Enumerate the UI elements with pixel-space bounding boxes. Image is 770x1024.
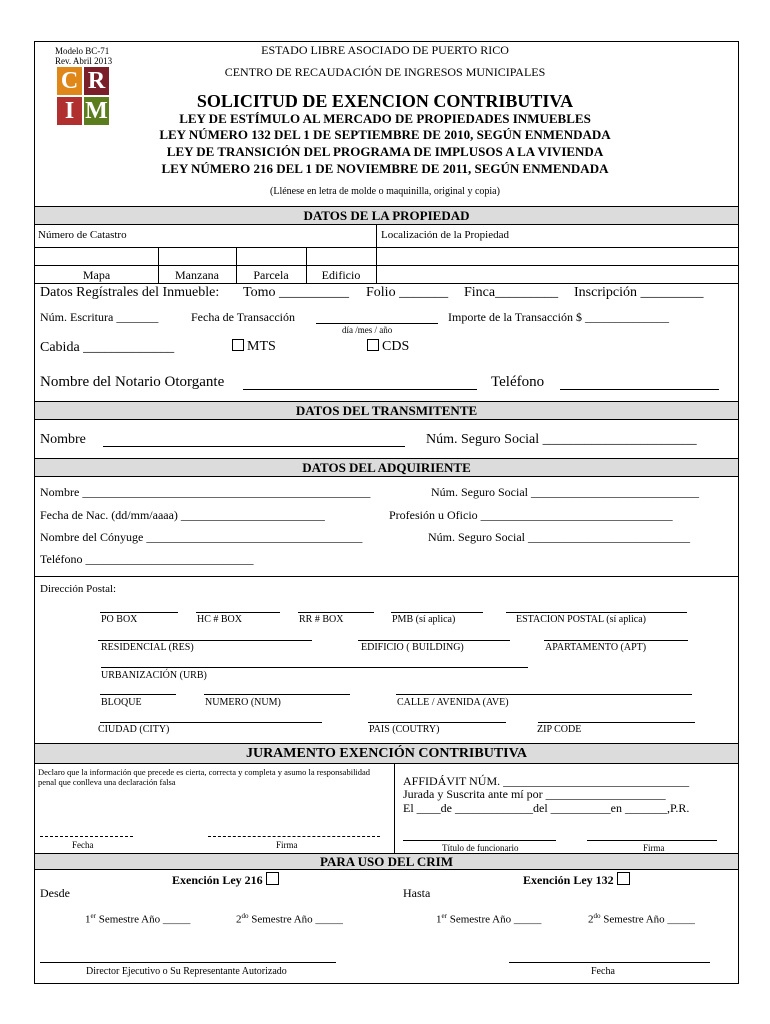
pais-field[interactable] xyxy=(368,722,506,723)
checkbox-icon[interactable] xyxy=(266,872,279,885)
hc-box-label: HC # BOX xyxy=(197,614,243,625)
law-line-3: LEY DE TRANSICIÓN DEL PROGRAMA DE IMPLUSOS A LA VIVIENDA xyxy=(166,144,604,159)
desde-semestre-2[interactable]: $2^{do}$ Semestre Año _____ xyxy=(236,912,343,926)
director-label: Director Ejecutivo o Su Representante Autorizado xyxy=(86,966,287,977)
section-band-transmitente: DATOS DEL TRANSMITENTE xyxy=(35,401,738,420)
mapa-label: Mapa xyxy=(82,268,111,282)
numero-field[interactable] xyxy=(204,694,350,695)
firma-sign-line[interactable] xyxy=(208,836,380,837)
hc-box-field[interactable] xyxy=(196,612,280,613)
section-band-juramento: JURAMENTO EXENCIÓN CONTRIBUTIVA xyxy=(35,743,738,764)
jurada-field[interactable]: Jurada y Suscrita ante mí por ____________________ xyxy=(403,787,666,801)
law-line-1: LEY DE ESTÍMULO AL MERCADO DE PROPIEDADES INMUEBLES xyxy=(179,111,591,126)
rr-box-label: RR # BOX xyxy=(299,614,344,625)
fecha-transaccion-label: Fecha de Transacción xyxy=(191,310,295,324)
tomo-field[interactable]: Tomo __________ xyxy=(243,285,349,300)
affidavit-field[interactable]: AFFIDÁVIT NÚM. _______________________________ xyxy=(403,774,690,788)
titulo-sign-line[interactable] xyxy=(403,840,556,841)
parcela-label: Parcela xyxy=(253,268,289,282)
rr-box-field[interactable] xyxy=(298,612,374,613)
conyuge-seguro-field[interactable]: Núm. Seguro Social ___________________________ xyxy=(428,530,690,544)
hasta-semestre-1[interactable]: 1er Semestre Año _____ xyxy=(436,912,542,926)
zip-field[interactable] xyxy=(538,722,695,723)
edificio-field[interactable] xyxy=(358,640,510,641)
exencion-132-checkbox[interactable]: Exención Ley 132 xyxy=(523,872,633,888)
el-fecha-field[interactable]: El ____de _____________del __________en _______,P.R. xyxy=(403,801,690,815)
transmitente-nombre-label: Nombre xyxy=(40,432,86,447)
fill-instructions: (Llénese en letra de molde o maquinilla, original y copia) xyxy=(270,186,500,197)
finca-field[interactable]: Finca_________ xyxy=(464,285,559,300)
desde-label: Desde xyxy=(40,886,70,900)
fecha-nacimiento-field[interactable]: Fecha de Nac. (dd/mm/aaaa) ________________________ xyxy=(40,508,325,522)
pmb-label: PMB (sí aplica) xyxy=(392,614,456,625)
form-title: SOLICITUD DE EXENCION CONTRIBUTIVA xyxy=(196,91,574,111)
apartamento-label: APARTAMENTO (APT) xyxy=(545,642,647,653)
checkbox-icon[interactable] xyxy=(367,339,379,351)
hasta-semestre-2[interactable]: $2^{do}$ Semestre Año _____ xyxy=(588,912,695,926)
section-band-adquiriente: DATOS DEL ADQUIRIENTE xyxy=(35,458,738,477)
estacion-label: ESTACION POSTAL (sí aplica) xyxy=(516,614,646,625)
calle-label: CALLE / AVENIDA (AVE) xyxy=(397,697,509,708)
telefono-label: Teléfono xyxy=(491,374,545,390)
ciudad-field[interactable] xyxy=(100,722,322,723)
checkbox-icon[interactable] xyxy=(232,339,244,351)
notario-field[interactable] xyxy=(243,389,477,390)
conyuge-field[interactable]: Nombre del Cónyuge ____________________________________ xyxy=(40,530,363,544)
mts-checkbox[interactable]: MTS xyxy=(232,339,276,355)
escritura-field[interactable]: Núm. Escritura _______ xyxy=(40,310,159,324)
catastro-label: Número de Catastro xyxy=(38,229,127,241)
fecha-transaccion-field[interactable] xyxy=(316,323,438,324)
bloque-field[interactable] xyxy=(100,694,176,695)
transmitente-nombre-field[interactable] xyxy=(103,446,405,447)
fecha-format-hint: día /mes / año xyxy=(342,325,393,335)
adquiriente-nombre-field[interactable]: Nombre ________________________________________________ xyxy=(40,485,371,499)
titulo-label: Título de funcionario xyxy=(442,843,519,853)
desde-semestre-1[interactable]: 1er Semestre Año _____ xyxy=(85,912,191,926)
pmb-field[interactable] xyxy=(391,612,483,613)
notario-label: Nombre del Notario Otorgante xyxy=(40,374,225,390)
cds-checkbox[interactable]: CDS xyxy=(367,339,409,355)
director-sign-line[interactable] xyxy=(40,962,336,963)
estado-header: ESTADO LIBRE ASOCIADO DE PUERTO RICO xyxy=(261,43,509,57)
edificio-label: Edificio xyxy=(321,268,361,282)
exencion-216-checkbox[interactable]: Exención Ley 216 xyxy=(172,872,282,888)
importe-field[interactable]: Importe de la Transacción $ ______________ xyxy=(448,310,669,324)
centro-header: CENTRO DE RECAUDACIÓN DE INGRESOS MUNICIPALES xyxy=(224,65,546,79)
zip-label: ZIP CODE xyxy=(537,724,582,735)
calle-field[interactable] xyxy=(396,694,692,695)
numero-label: NUMERO (NUM) xyxy=(205,697,281,708)
direccion-postal-label: Dirección Postal: xyxy=(40,583,117,595)
apartamento-field[interactable] xyxy=(544,640,688,641)
adquiriente-telefono-field[interactable]: Teléfono ____________________________ xyxy=(40,552,254,566)
hasta-label: Hasta xyxy=(403,886,431,900)
ciudad-label: CIUDAD (CITY) xyxy=(98,724,170,735)
residencial-field[interactable] xyxy=(98,640,312,641)
bloque-label: BLOQUE xyxy=(101,697,142,708)
residencial-label: RESIDENCIAL (RES) xyxy=(101,642,194,653)
po-box-field[interactable] xyxy=(100,612,178,613)
edificio-building-label: EDIFICIO ( BUILDING) xyxy=(361,642,464,653)
crim-fecha-label: Fecha xyxy=(591,966,615,977)
po-box-label: PO BOX xyxy=(101,614,138,625)
crim-fecha-line[interactable] xyxy=(509,962,710,963)
localizacion-label: Localización de la Propiedad xyxy=(381,229,509,241)
declaracion-text: Declaro que la información que precede es cierta, correcta y completa y asumo la responsabilidad penal que conlleva una declaración falsa xyxy=(38,767,371,787)
estacion-field[interactable] xyxy=(506,612,687,613)
telefono-field[interactable] xyxy=(560,389,719,390)
inscripcion-field[interactable]: Inscripción _________ xyxy=(574,285,704,300)
profesion-field[interactable]: Profesión u Oficio ________________________________ xyxy=(389,508,673,522)
datos-registrales-label: Datos Regístrales del Inmueble: xyxy=(40,285,220,300)
form-model: Modelo BC-71 Rev. Abril 2013 xyxy=(55,46,113,66)
firma2-label: Firma xyxy=(643,843,665,853)
pais-label: PAIS (COUTRY) xyxy=(369,724,440,735)
adquiriente-seguro-field[interactable]: Núm. Seguro Social ____________________________ xyxy=(431,485,699,499)
folio-field[interactable]: Folio _______ xyxy=(366,285,449,300)
crim-logo: C R I M xyxy=(57,67,111,127)
section-band-crim: PARA USO DEL CRIM xyxy=(35,853,738,870)
firma-label: Firma xyxy=(276,840,298,850)
fecha-label: Fecha xyxy=(72,840,94,850)
cabida-field[interactable]: Cabida _____________ xyxy=(40,340,175,355)
section-band-propiedad: DATOS DE LA PROPIEDAD xyxy=(35,206,738,225)
law-line-2: LEY NÚMERO 132 DEL 1 DE SEPTIEMBRE DE 2010, SEGÚN ENMENDADA xyxy=(159,127,611,142)
fecha-sign-line[interactable] xyxy=(40,836,133,837)
manzana-label: Manzana xyxy=(175,268,219,282)
checkbox-icon[interactable] xyxy=(617,872,630,885)
firma2-sign-line[interactable] xyxy=(587,840,717,841)
transmitente-seguro-field[interactable]: Núm. Seguro Social ______________________ xyxy=(426,432,697,447)
urbanizacion-field[interactable] xyxy=(101,667,528,668)
law-line-4: LEY NÚMERO 216 DEL 1 DE NOVIEMBRE DE 2011, SEGÚN ENMENDADA xyxy=(161,161,609,176)
urbanizacion-label: URBANIZACIÓN (URB) xyxy=(101,670,207,681)
